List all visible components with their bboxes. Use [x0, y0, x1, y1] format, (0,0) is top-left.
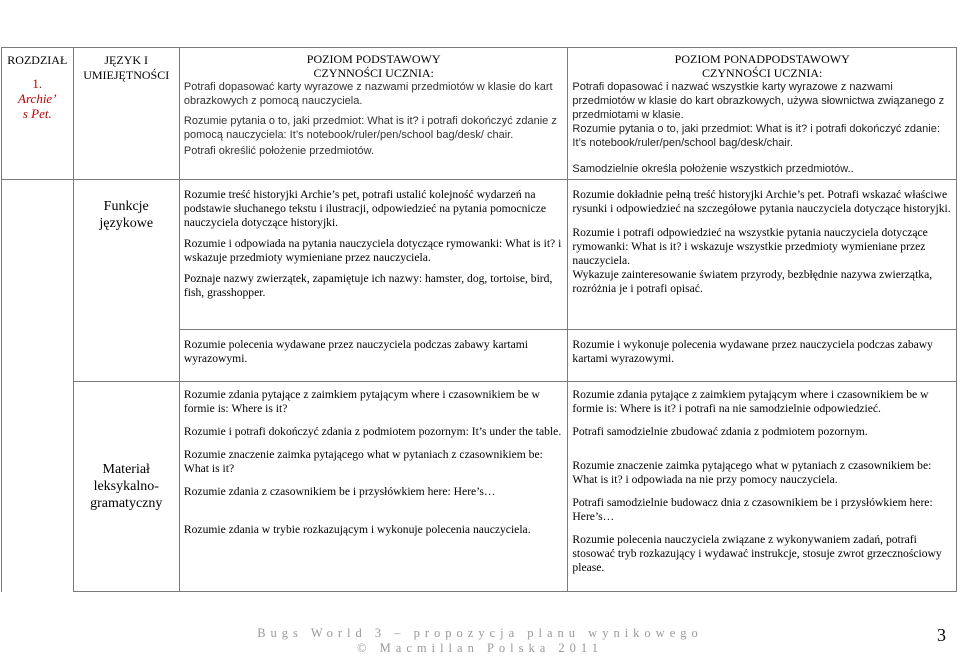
- basic-level-title: POZIOM PODSTAWOWY: [306, 52, 441, 66]
- chapter-title-line1: Archie’: [18, 91, 57, 106]
- grammar-basic-3: Rozumie znaczenie zaimka pytającego what w pytaniach z czasownikiem be: What is it?: [183, 448, 543, 475]
- functions-basic-2: Rozumie i odpowiada na pytania nauczyciela dotyczące rymowanki: What is it? i wskazuje przedmioty wymieniane przez nauczyciela.: [183, 237, 562, 264]
- grammar-row: [2, 382, 957, 592]
- functions-advanced-2: Rozumie i potrafi odpowiedzieć na wszystkie pytania nauczyciela dotyczące rymowanki: What is it? i wskazuje wszystkie przedmioty wymieniane przez nauczyciela.: [572, 226, 928, 267]
- grammar-label-line2: leksykalno-: [93, 479, 159, 494]
- grammar-advanced-4: Potrafi samodzielnie budowacz dnia z czasownikiem be i przysłówkiem here: Here’s…: [572, 496, 933, 523]
- grammar-advanced-1: Rozumie zdania pytające z zaimkiem pytającym where i czasownikiem be w formie is: Where is it? i potrafi na nie samodzielnie odpowiedzieć.: [572, 388, 929, 415]
- basic-intro-text: [184, 80, 564, 158]
- basic-level-header: [184, 52, 564, 80]
- advanced-level-column: [568, 48, 957, 180]
- functions-advanced-game: Rozumie i wykonuje polecenia wydawane przez nauczyciela podczas zabawy kartami wyrazowymi.: [572, 338, 933, 365]
- functions-advanced-game-cell: [568, 330, 957, 382]
- grammar-basic-cell: [179, 382, 568, 592]
- grammar-advanced-2: Potrafi samodzielnie zbudować zdania z podmiotem pozornym.: [572, 425, 868, 438]
- functions-advanced-1: Rozumie dokładnie pełną treść historyjki Archie’s pet. Potrafi wskazać właściwe rysunki i odpowiedzieć na szczegółowe pytania nauczyciela dotyczące historyjki.: [572, 188, 951, 215]
- functions-label-line2: językowe: [99, 216, 154, 231]
- functions-basic-1: Rozumie treść historyjki Archie’s pet, potrafi ustalić kolejność wydarzeń na podstawie słuchanego tekstu i ilustracji, odpowiedzieć na pytania pomocnicze nauczyciela dotyczące historyjki.: [183, 188, 547, 229]
- functions-basic-cell: [179, 180, 568, 330]
- advanced-level-header: [572, 52, 952, 80]
- grammar-label-line3: gramatyczny: [90, 496, 163, 511]
- chapter-label: ROZDZIAŁ: [7, 53, 68, 67]
- skill-header-line1: JĘZYK I: [104, 53, 149, 67]
- advanced-activities-title: CZYNNOŚCI UCZNIA:: [702, 66, 823, 80]
- grammar-basic-1: Rozumie zdania pytające z zaimkiem pytającym where i czasownikiem be w formie is: Where is it?: [183, 388, 540, 415]
- skill-header: [73, 48, 179, 180]
- grammar-basic-5: Rozumie zdania w trybie rozkazującym i wykonuje polecenia nauczyciela.: [183, 523, 531, 536]
- grammar-label: [73, 382, 179, 592]
- basic-intro-2: [184, 114, 564, 142]
- functions-basic-game: Rozumie polecenia wydawane przez nauczyciela podczas zabawy kartami wyrazowymi.: [183, 338, 528, 365]
- functions-label-line1: Funkcje: [103, 199, 149, 214]
- basic-activities-title: CZYNNOŚCI UCZNIA:: [313, 66, 434, 80]
- chapter-number: 1.: [32, 76, 43, 91]
- grammar-advanced-5: Rozumie polecenia nauczyciela związane z wykonywaniem zadań, potrafi stosować tryb rozkazujący i wydawać instrukcje, stosuje zwrot grzecznościowy please.: [572, 533, 942, 574]
- basic-intro-1: Potrafi dopasować karty wyrazowe z nazwami przedmiotów w klasie do kart obrazkowych z pomocą nauczyciela.: [183, 81, 553, 107]
- basic-intro-2-text: Rozumie pytania o to, jaki przedmiot: What is it? i potrafi dokończyć zdanie z pomocą nauczyciela: It’s notebook/ruler/pen/school bag/desk/ chair.: [183, 115, 557, 141]
- functions-basic-game-cell: [179, 330, 568, 382]
- advanced-intro-text: [572, 80, 952, 176]
- lesson-plan-table: [1, 47, 957, 592]
- functions-label: [73, 180, 179, 382]
- functions-basic-3: Poznaje nazwy zwierzątek, zapamiętuje ich nazwy: hamster, dog, tortoise, bird, fish, grasshopper.: [183, 272, 553, 299]
- basic-intro-3: Potrafi określić położenie przedmiotów.: [183, 145, 375, 157]
- functions-advanced-3: Wykazuje zainteresowanie światem przyrody, bezbłędnie nazywa zwierzątka, rozróżnia je i potrafi opisać.: [572, 268, 933, 295]
- advanced-intro-2: Rozumie pytania o to, jaki przedmiot: What is it? i potrafi dokończyć zdanie: It’s notebook/ruler/pen/school bag/desk/chair.: [572, 123, 940, 149]
- footer-line1: Bugs World 3 – propozycja planu wynikowego: [257, 626, 703, 640]
- table-header-row: [2, 48, 957, 180]
- grammar-basic-2: Rozumie i potrafi dokończyć zdania z podmiotem pozornym: It’s under the table.: [183, 425, 562, 438]
- grammar-basic-4: Rozumie zdania z czasownikiem be i przysłówkiem here: Here’s…: [183, 485, 496, 498]
- advanced-intro-3: Samodzielnie określa położenie wszystkich przedmiotów..: [572, 163, 854, 175]
- chapter-title-line2: s Pet.: [22, 106, 52, 121]
- functions-advanced-cell: [568, 180, 957, 330]
- page-number: 3: [937, 625, 946, 645]
- grammar-advanced-3: Rozumie znaczenie zaimka pytającego what w pytaniach z czasownikiem be: What is it? i odpowiada na nie przy pomocy nauczyciela.: [572, 459, 932, 486]
- chapter-header: [2, 48, 74, 180]
- footer: [0, 626, 960, 656]
- advanced-level-title: POZIOM PONADPODSTAWOWY: [674, 52, 850, 66]
- empty-chapter-cell-2: [2, 382, 74, 592]
- grammar-advanced-cell: [568, 382, 957, 592]
- grammar-label-line1: Materiał: [102, 462, 150, 477]
- advanced-intro-1: Potrafi dopasować i nazwać wszystkie karty wyrazowe z nazwami przedmiotów w klasie do kart obrazkowych, używa słownictwa związanego z przedmiotami w klasie.: [572, 81, 945, 121]
- basic-level-column: [179, 48, 568, 180]
- empty-chapter-cell: [2, 180, 74, 382]
- functions-row: [2, 180, 957, 330]
- footer-line2: © Macmillan Polska 2011: [357, 641, 603, 655]
- skill-header-line2: UMIEJĘTNOŚCI: [83, 68, 170, 82]
